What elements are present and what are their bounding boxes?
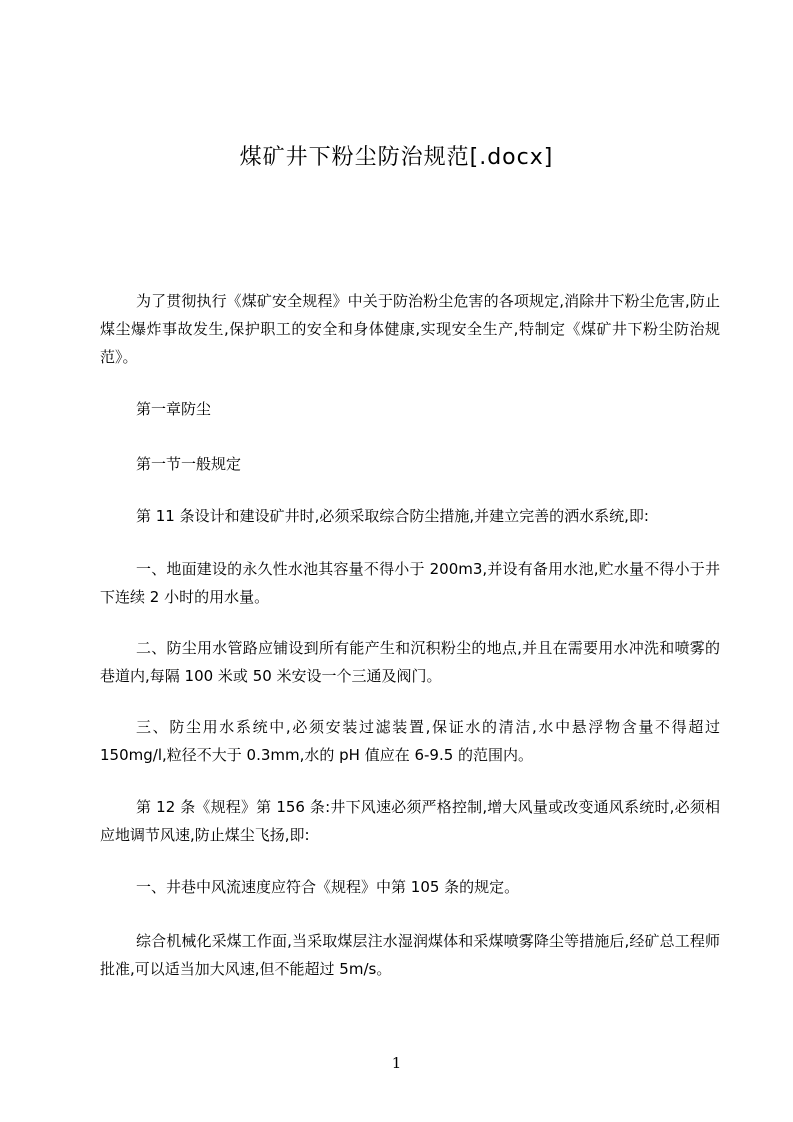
item-2-paragraph: 二、防尘用水管路应铺设到所有能产生和沉积粉尘的地点,并且在需要用水冲洗和喷雾的巷道内,每隔 100 米或 50 米安设一个三通及阀门。 [100, 639, 720, 685]
section-heading: 第一节一般规定 [136, 455, 242, 473]
page-number: 1 [391, 1054, 402, 1072]
intro-paragraph: 为了贯彻执行《煤矿安全规程》中关于防治粉尘危害的各项规定,消除井下粉尘危害,防止煤尘爆炸事故发生,保护职工的安全和身体健康,实现安全生产,特制定《煤矿井下粉尘防治规范》。 [100, 292, 720, 366]
article-12-paragraph: 第 12 条《规程》第 156 条:井下风速必须严格控制,增大风量或改变通风系统时,必须相应地调节风速,防止煤尘飞扬,即: [100, 798, 720, 844]
wind-speed-paragraph: 一、井巷中风流速度应符合《规程》中第 105 条的规定。 [136, 878, 520, 896]
document-title: 煤矿井下粉尘防治规范[.docx] [239, 145, 554, 170]
item-3-paragraph: 三、防尘用水系统中,必须安装过滤装置,保证水的清洁,水中悬浮物含量不得超过 150mg/l,粒径不大于 0.3mm,水的 pH 值应在 6-9.5 的范围内。 [100, 718, 720, 764]
article-11-paragraph: 第 11 条设计和建设矿井时,必须采取综合防尘措施,并建立完善的洒水系统,即: [136, 507, 649, 525]
chapter-heading: 第一章防尘 [136, 400, 212, 418]
item-1-paragraph: 一、地面建设的永久性水池其容量不得小于 200m3,并设有备用水池,贮水量不得小于井下连续 2 小时的用水量。 [100, 560, 720, 606]
mechanized-face-paragraph: 综合机械化采煤工作面,当采取煤层注水湿润煤体和采煤喷雾降尘等措施后,经矿总工程师批准,可以适当加大风速,但不能超过 5m/s。 [100, 932, 720, 978]
